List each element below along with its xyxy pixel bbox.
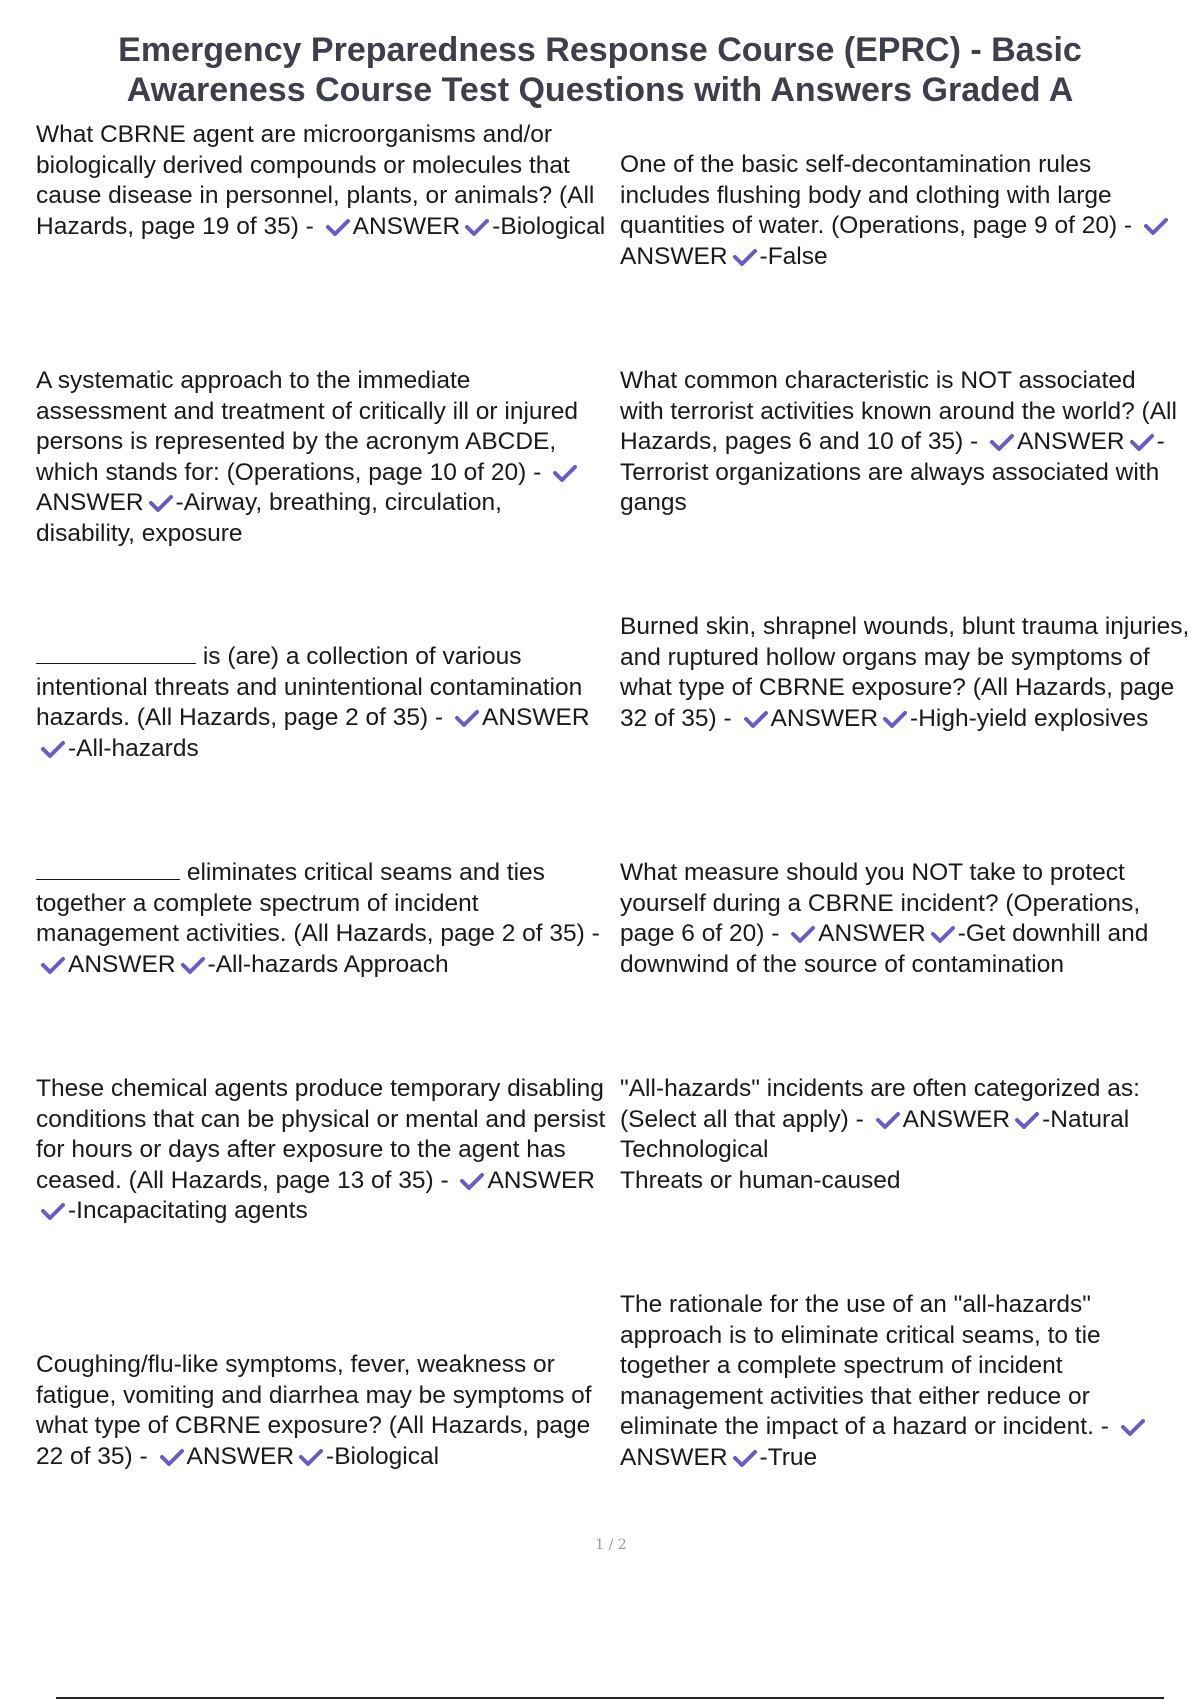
checkmark-icon [791, 925, 815, 943]
checkmark-icon [41, 740, 65, 758]
qa-item [36, 858, 606, 980]
qa-item [620, 150, 1185, 272]
checkmark-icon [1130, 433, 1154, 451]
question-text: What common characteristic is NOT associated with terrorist activities known around the world? (All Hazards, pages 6 and 10 of 35) - [620, 367, 1177, 455]
question-text: "All-hazards" incidents are often categorized as: (Select all that apply) - [620, 1075, 1140, 1133]
qa-item [36, 366, 606, 549]
checkmark-icon [883, 710, 907, 728]
checkmark-icon [460, 1172, 484, 1190]
checkmark-icon [733, 1449, 757, 1467]
checkmark-icon [41, 1202, 65, 1220]
answer-text: -Airway, breathing, circulation, disability, exposure [36, 489, 502, 547]
question-text: What measure should you NOT take to protect yourself during a CBRNE incident? (Operations, page 6 of 20) - [620, 859, 1141, 947]
answer-text: -Biological [326, 1442, 440, 1470]
checkmark-icon [41, 956, 65, 974]
question-text: A systematic approach to the immediate assessment and treatment of critically ill or injured persons is represented by the acronym ABCDE, which stands for: (Operations, page 10 of 20) - [36, 367, 578, 486]
question-text: These chemical agents produce temporary disabling conditions that can be physical or mental and persist for hours or days after exposure to the agent has ceased. (All Hazards, page 13 of 35) - [36, 1075, 606, 1194]
checkmark-icon [455, 709, 479, 727]
question-text: The rationale for the use of an "all-hazards" approach is to eliminate critical seams, to tie together a complete spectrum of incident management activities that either reduce or eliminate the impact of a hazard or incident. - [620, 1291, 1109, 1440]
question-text: Coughing/flu-like symptoms, fever, weakness or fatigue, vomiting and diarrhea may be symptoms of what type of CBRNE exposure? (All Hazards, page 22 of 35) - [36, 1351, 592, 1470]
answer-text: -Get downhill and downwind of the source of contamination [620, 920, 1149, 978]
checkmark-icon [1121, 1418, 1145, 1436]
checkmark-icon [160, 1448, 184, 1466]
answer-text: -Incapacitating agents [68, 1197, 308, 1224]
qa-item [620, 612, 1190, 734]
answer-label: ANSWER [352, 212, 461, 240]
checkmark-icon [990, 433, 1014, 451]
qa-item [36, 1074, 606, 1227]
question-text: Burned skin, shrapnel wounds, blunt trauma injuries, and ruptured hollow organs may be symptoms of what type of CBRNE exposure? (All Hazards, page 32 of 35) - [620, 613, 1190, 732]
qa-item [36, 1350, 606, 1472]
qa-item [620, 1290, 1185, 1473]
checkmark-icon [465, 218, 489, 236]
question-text: is (are) a collection of various intentional threats and unintentional contamination hazards. (All Hazards, page 2 of 35) - [36, 643, 583, 731]
document-title: Emergency Preparedness Response Course (EPRC) - Basic Awareness Course Test Questions with Answers Graded A [118, 31, 1082, 109]
answer-line: Technological [620, 1136, 769, 1163]
answer-text: -All-hazards [68, 734, 199, 762]
answer-label: ANSWER [36, 489, 144, 516]
answer-label: ANSWER [902, 1105, 1011, 1133]
answer-text: -True [759, 1443, 818, 1471]
answer-text: -High-yield explosives [910, 704, 1149, 732]
checkmark-icon [1015, 1111, 1039, 1129]
qa-item [620, 1074, 1190, 1196]
answer-label: ANSWER [770, 704, 879, 732]
question-text: eliminates critical seams and ties together a complete spectrum of incident management activities. (All Hazards, page 2 of 35) - [36, 859, 600, 947]
checkmark-icon [181, 956, 205, 974]
answer-label: ANSWER [818, 920, 926, 947]
checkmark-icon [744, 710, 768, 728]
qa-item [620, 366, 1185, 519]
fill-in-blank [36, 643, 196, 664]
answer-line: Threats or human-caused [620, 1166, 901, 1194]
checkmark-icon [733, 248, 757, 266]
qa-item [620, 858, 1190, 980]
answer-text: -False [759, 242, 828, 270]
answer-text: -Biological [492, 212, 606, 240]
checkmark-icon [553, 464, 577, 482]
answer-label: ANSWER [620, 1443, 728, 1471]
checkmark-icon [326, 218, 350, 236]
answer-text: -Natural [1042, 1105, 1130, 1133]
checkmark-icon [1144, 217, 1168, 235]
checkmark-icon [931, 925, 955, 943]
checkmark-icon [149, 494, 173, 512]
answer-label: ANSWER [68, 950, 176, 978]
answer-label: ANSWER [1017, 428, 1125, 455]
question-text: One of the basic self-decontamination rules includes flushing body and clothing with large quantities of water. (Operations, page 9 of 20) - [620, 151, 1133, 239]
answer-text: -All-hazards Approach [207, 950, 449, 978]
qa-item [36, 120, 606, 242]
fill-in-blank [36, 859, 180, 880]
page-number: 1 / 2 [595, 1537, 627, 1553]
question-text: What CBRNE agent are microorganisms and/or biologically derived compounds or molecules that cause disease in personnel, plants, or animals? (All Hazards, page 19 of 35) - [36, 121, 595, 240]
qa-item [36, 642, 606, 764]
checkmark-icon [876, 1111, 900, 1129]
answer-label: ANSWER [487, 1166, 595, 1194]
answer-text: -Terrorist organizations are always associated with gangs [620, 428, 1165, 516]
checkmark-icon [299, 1448, 323, 1466]
answer-label: ANSWER [620, 242, 728, 270]
answer-label: ANSWER [186, 1442, 295, 1470]
footer-divider [56, 1697, 1164, 1699]
answer-label: ANSWER [481, 704, 590, 731]
